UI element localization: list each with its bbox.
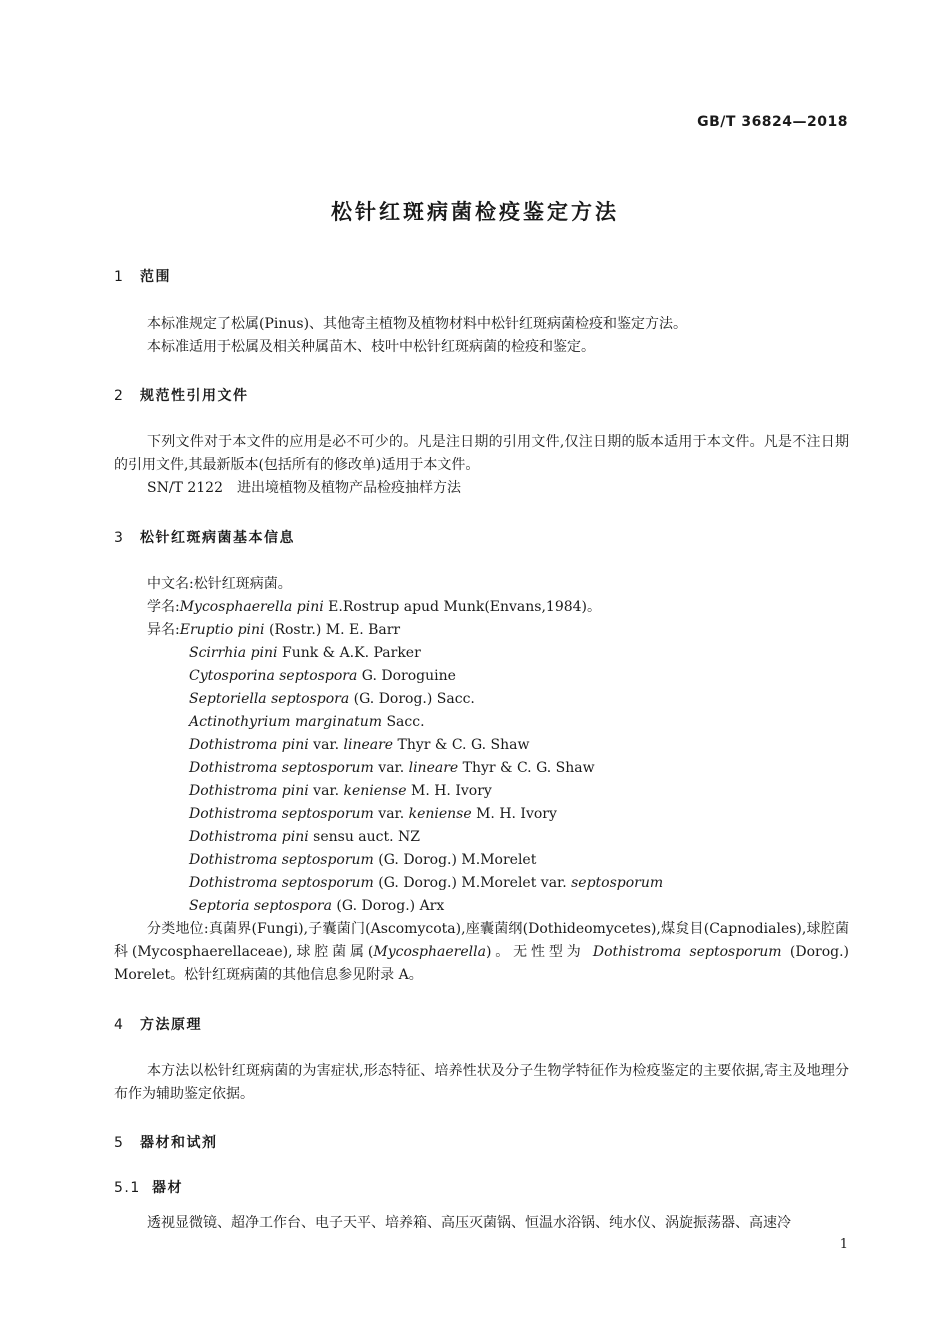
section-title: 规范性引用文件 (140, 388, 249, 404)
synonym-name: Dothistroma pini (189, 783, 309, 799)
synonym-author: Thyr & C. G. Shaw (393, 737, 530, 753)
synonym-rank: var. (373, 806, 409, 822)
scientific-name (147, 596, 601, 619)
synonym-line (189, 780, 492, 803)
synonym-author: (Rostr.) M. E. Barr (264, 622, 401, 638)
section-title: 器材 (152, 1180, 183, 1196)
paragraph: 本标准规定了松属(Pinus)、其他寄主植物及植物材料中松针红斑病菌检疫和鉴定方法。 (147, 316, 688, 332)
synonym-name: Dothistroma septosporum (189, 875, 374, 891)
synonym-author: (G. Dorog.) Arx (331, 898, 445, 914)
anamorph-name: Dothistroma septosporum (592, 944, 782, 960)
synonym-rank: var. (308, 783, 344, 799)
synonym-name: Dothistroma pini (189, 737, 309, 753)
section-heading-5-1 (114, 1177, 183, 1197)
synonym-rank: (G. Dorog.) M.Morelet var. (373, 875, 572, 891)
normative-reference: SN/T 2122 进出境植物及植物产品检疫抽样方法 (147, 480, 461, 496)
synonym-name: Septoriella septospora (189, 691, 350, 707)
section-heading-2 (114, 385, 249, 405)
synonym-name: Dothistroma septosporum (189, 806, 374, 822)
genus-name: Mycosphaerella (373, 944, 486, 960)
synonym-line (189, 826, 420, 849)
synonym-name: Dothistroma pini (189, 829, 309, 845)
synonym-line (189, 872, 663, 895)
synonym-variety: lineare (408, 760, 459, 776)
synonym-line (189, 849, 536, 872)
section-number: 1 (114, 269, 125, 285)
document-title: 松针红斑病菌检疫鉴定方法 (331, 200, 619, 224)
paragraph: 透视显微镜、超净工作台、电子天平、培养箱、高压灭菌锅、恒温水浴锅、纯水仪、涡旋振荡器、高速冷 (147, 1215, 791, 1231)
synonym-line (147, 619, 400, 642)
section-number: 3 (114, 530, 125, 546)
synonym-author: Funk & A.K. Parker (277, 645, 421, 661)
paragraph: 下列文件对于本文件的应用是必不可少的。凡是注日期的引用文件,仅注日期的版本适用于本文件。凡是不注日期的引用文件,其最新版本(包括所有的修改单)适用于本文件。 (114, 434, 849, 473)
synonym-author: Thyr & C. G. Shaw (458, 760, 595, 776)
synonym-name: Dothistroma septosporum (189, 760, 374, 776)
text: )。无性型为 (485, 944, 593, 960)
section-title: 器材和试剂 (140, 1135, 218, 1151)
synonym-line (189, 757, 595, 780)
section-heading-3 (114, 527, 295, 547)
text: 分类地位:真菌界(Fungi),子囊菌门(Ascomycota),座囊菌纲(Dothideomycetes),煤炱目(Capnodiales),球腔菌科(Mycosphaerellaceae),球腔菌属( (114, 921, 849, 960)
section-number: 5 (114, 1135, 125, 1151)
synonym-line (189, 895, 444, 918)
synonym-name: Scirrhia pini (189, 645, 278, 661)
section-heading-1 (114, 266, 171, 286)
synonym-author: sensu auct. NZ (308, 829, 421, 845)
section-title: 松针红斑病菌基本信息 (140, 530, 295, 546)
classification-paragraph (114, 918, 849, 987)
synonym-name: Septoria septospora (189, 898, 332, 914)
synonym-line (189, 711, 425, 734)
section-number: 5.1 (114, 1180, 141, 1196)
synonym-line (189, 642, 421, 665)
section-title: 方法原理 (140, 1017, 202, 1033)
synonym-name: Eruptio pini (179, 622, 265, 638)
synonym-name: Cytosporina septospora (189, 668, 358, 684)
synonym-rank: var. (308, 737, 344, 753)
chinese-name: 中文名:松针红斑病菌。 (147, 576, 292, 592)
section-heading-4 (114, 1014, 202, 1034)
standard-number: GB/T 36824—2018 (697, 114, 848, 130)
species-name: Mycosphaerella pini (179, 599, 324, 615)
synonym-author: (G. Dorog.) M.Morelet (373, 852, 537, 868)
synonym-author: G. Doroguine (357, 668, 456, 684)
synonym-variety: septosporum (571, 875, 664, 891)
synonym-line (189, 803, 557, 826)
label: 学名: (147, 599, 180, 615)
synonym-author: M. H. Ivory (406, 783, 492, 799)
synonym-rank: var. (373, 760, 409, 776)
synonym-variety: lineare (343, 737, 394, 753)
paragraph: 本标准适用于松属及相关种属苗木、枝叶中松针红斑病菌的检疫和鉴定。 (147, 339, 595, 355)
page-number: 1 (839, 1237, 848, 1252)
synonym-line (189, 688, 475, 711)
synonym-author: Sacc. (382, 714, 425, 730)
section-number: 2 (114, 388, 125, 404)
label: 异名: (147, 622, 180, 638)
synonym-author: M. H. Ivory (471, 806, 557, 822)
section-title: 范围 (140, 269, 171, 285)
author: E.Rostrup apud Munk(Envans,1984)。 (323, 599, 602, 615)
section-heading-5 (114, 1132, 218, 1152)
synonym-variety: keniense (343, 783, 407, 799)
synonym-line (189, 734, 529, 757)
synonym-line (189, 665, 456, 688)
synonym-author: (G. Dorog.) Sacc. (349, 691, 475, 707)
synonym-name: Actinothyrium marginatum (189, 714, 382, 730)
text: (Dorog.) Morelet。松针红斑病菌的其他信息参见附录 A。 (114, 944, 849, 983)
paragraph: 本方法以松针红斑病菌的为害症状,形态特征、培养性状及分子生物学特征作为检疫鉴定的主要依据,寄主及地理分布作为辅助鉴定依据。 (114, 1063, 849, 1102)
synonym-name: Dothistroma septosporum (189, 852, 374, 868)
section-number: 4 (114, 1017, 125, 1033)
synonym-variety: keniense (408, 806, 472, 822)
